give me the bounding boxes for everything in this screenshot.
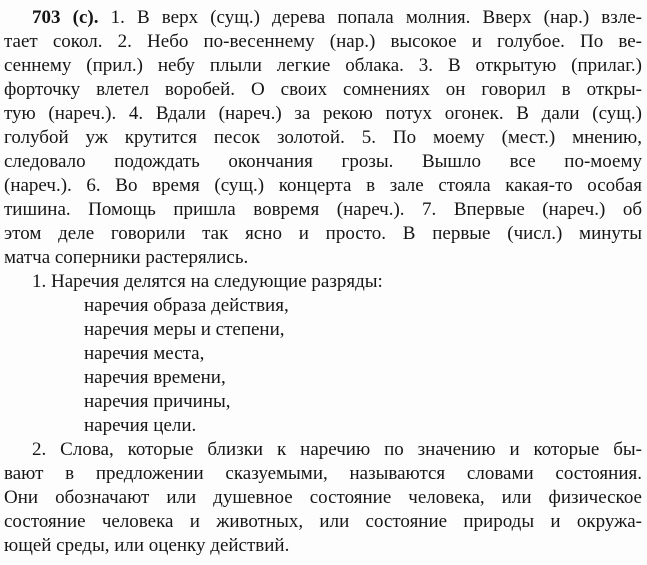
list-item: наречия образа действия, xyxy=(84,295,289,316)
text-line: Они обозначают или душевное состояние человека, или физическое xyxy=(4,487,642,508)
text-line: тает сокол. 2. Небо по-весеннему (нар.) высокое и голубое. По ве- xyxy=(4,31,642,52)
list-item: наречия причины, xyxy=(84,391,231,412)
list-heading: 1. Наречия делятся на следующие разряды: xyxy=(32,271,383,292)
text-line: голубой уж крутится песок золотой. 5. По моему (мест.) мнению, xyxy=(4,127,642,148)
text-line: тишина. Помощь пришла вовремя (нареч.). 7. Впервые (нареч.) об xyxy=(4,199,642,220)
text-line: матча соперники растерялись. xyxy=(4,247,249,268)
list-item: наречия меры и степени, xyxy=(84,319,285,340)
text-line: форточку влетел воробей. О своих сомнениях он говорил в откры- xyxy=(4,79,642,100)
list-item: наречия места, xyxy=(84,343,205,364)
text-line: тую (нареч.). 4. Вдали (нареч.) за рекою потух огонек. В дали (сущ.) xyxy=(4,103,642,124)
text-line xyxy=(4,6,642,30)
text-line: 2. Слова, которые близки к наречию по значению и которые бы- xyxy=(32,439,642,460)
text-line: ющей среды, или оценку действий. xyxy=(4,535,290,556)
text-line: следовало подождать окончания грозы. Вышло все по-моему xyxy=(4,151,642,172)
text-line: (нареч.). 6. Во время (сущ.) концерта в зале стояла какая-то особая xyxy=(4,175,642,196)
list-item: наречия времени, xyxy=(84,367,226,388)
text-line: этом деле говорили так ясно и просто. В первые (числ.) минуты xyxy=(4,223,642,244)
text-line: состояние человека и животных, или состояние природы и окружа- xyxy=(4,511,642,532)
list-item: наречия цели. xyxy=(84,415,197,436)
exercise-number: 703 (с). xyxy=(32,7,99,28)
paragraph1-first-line: 1. В верх (сущ.) дерева попала молния. Вверх (нар.) взле- xyxy=(110,7,642,28)
text-line: вают в предложении сказуемыми, называются словами состояния. xyxy=(4,463,642,484)
text-line: сеннему (прил.) небу плыли легкие облака. 3. В открытую (прилаг.) xyxy=(4,55,642,76)
